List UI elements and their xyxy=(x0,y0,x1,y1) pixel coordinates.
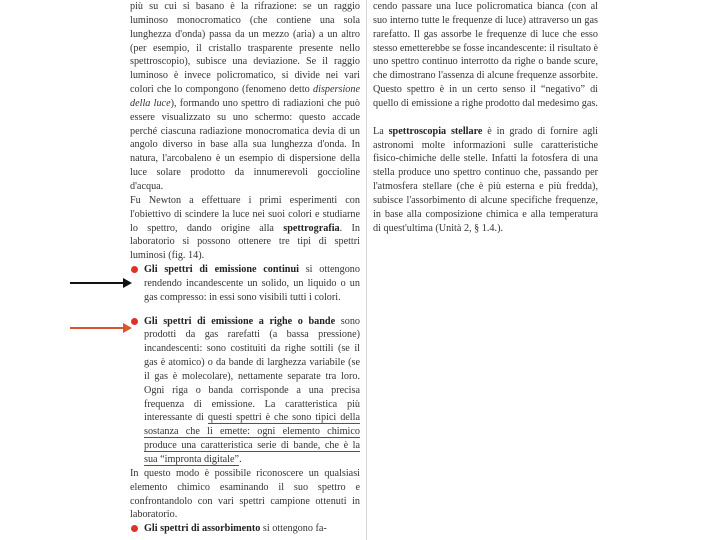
text: è in grado di fornire agli astronomi molte informazioni sulle caratteristiche fisico-chimiche delle stelle. Infatti la fotosfera di una stella produce uno spettro continuo che, passando per l'atmosfera stellare (che è più esterna e più fredda), subisce l'assorbimento di alcune specifiche frequenze, in base alla composizione chimica e alla temperatura di quest'ultima (Unità 2, § 1.4.). xyxy=(373,125,599,234)
bullet-icon xyxy=(131,318,138,325)
underlined-text: questi spettri è che sono tipici della sostanza che li emette: ogni elemento chimico produce una caratteristica serie di bande, che è la sua “impronta digitale” xyxy=(144,412,360,465)
arrow-shaft xyxy=(70,282,124,284)
text: . xyxy=(239,454,242,465)
bold-term: spettroscopia stellare xyxy=(388,125,483,137)
bullet-line-spectra xyxy=(130,315,360,467)
bold-term: spettrografia xyxy=(283,222,340,234)
italic-term: dispersione della luce xyxy=(130,84,360,109)
text: ), formando uno spettro di radiazioni che può essere visualizzato su uno schermo: questo accade perché ciascuna radiazione monocromatica devia di un angolo diverso in base alla sua lunghezza d'onda. In natura, l'arcobaleno è un esempio di dispersione della luce solare prodotto da innumerevoli goccioline d'acqua. xyxy=(130,97,360,192)
bullet-icon xyxy=(131,266,138,273)
text: . In laboratorio si possono ottenere tre tipi di spettri luminosi (fig. 14). xyxy=(130,222,361,262)
text: sono prodotti da gas rarefatti (a bassa pressione) incandescenti: sono costituiti da righe sottili (se il gas è atomico) o da bande di larghezza variabile (se il gas è molecolare), nettamente separate tra loro. Ogni riga o banda corrisponde a una precisa frequenza di emissione. La caratteristica più interessante di xyxy=(144,315,361,424)
bullet-continuous-spectra xyxy=(130,263,360,305)
bullet-absorption-spectra xyxy=(130,522,360,536)
text: si ottengono rendendo incandescente un solido, un liquido o un gas compresso: in essi sono visibili tutti i colori. xyxy=(144,264,360,303)
text: La xyxy=(373,125,389,137)
right-paragraph-stellar xyxy=(373,125,598,236)
text: si ottengono fa- xyxy=(260,523,327,535)
bold-term: Gli spettri di emissione continui xyxy=(144,264,299,276)
left-column xyxy=(130,0,360,536)
right-paragraph-absorption: cendo passare una luce policromatica bianca (con al suo interno tutte le frequenze di luce) attraverso un gas rarefatto. Il gas assorbe le frequenze di luce che esso stesso emetterebbe se fosse incandescente: il risultato è uno spettro continuo interrotto da righe o bande scure, che dimostrano l'assenza di alcune frequenze assorbite. Questo spettro è in un certo senso il “negativo” di quello di emissione a righe prodotto dal medesimo gas. xyxy=(373,1,598,109)
left-paragraph-identification: In questo modo è possibile riconoscere un qualsiasi elemento chimico esaminando il suo spettro e confrontandolo con vari spettri campione ottenuti in laboratorio. xyxy=(130,467,360,521)
left-paragraph-newton xyxy=(130,194,360,263)
left-paragraph-refraction xyxy=(130,0,360,194)
bold-term: Gli spettri di assorbimento xyxy=(144,523,261,535)
arrow-shaft xyxy=(70,327,124,329)
text: Fu Newton a effettuare i primi esperimenti con l'obiettivo di scindere la luce nei suoi colori e studiarne lo spettro, dando origine alla xyxy=(130,194,360,234)
right-column xyxy=(373,0,598,236)
column-divider xyxy=(366,0,367,540)
bullet-icon xyxy=(131,525,138,532)
text: più su cui si basano è la rifrazione: se un raggio luminoso monocromatico (che contiene una sola lunghezza d'onda) passa da un mezzo (aria) a un altro (per esempio, il cristallo trasparente presente nello spettroscopio), subisce una deviazione. Se il raggio luminoso è invece policromatico, si divide nei vari colori che lo compongono (fenomeno detto xyxy=(130,1,360,96)
bold-term: Gli spettri di emissione a righe o bande xyxy=(144,315,336,327)
